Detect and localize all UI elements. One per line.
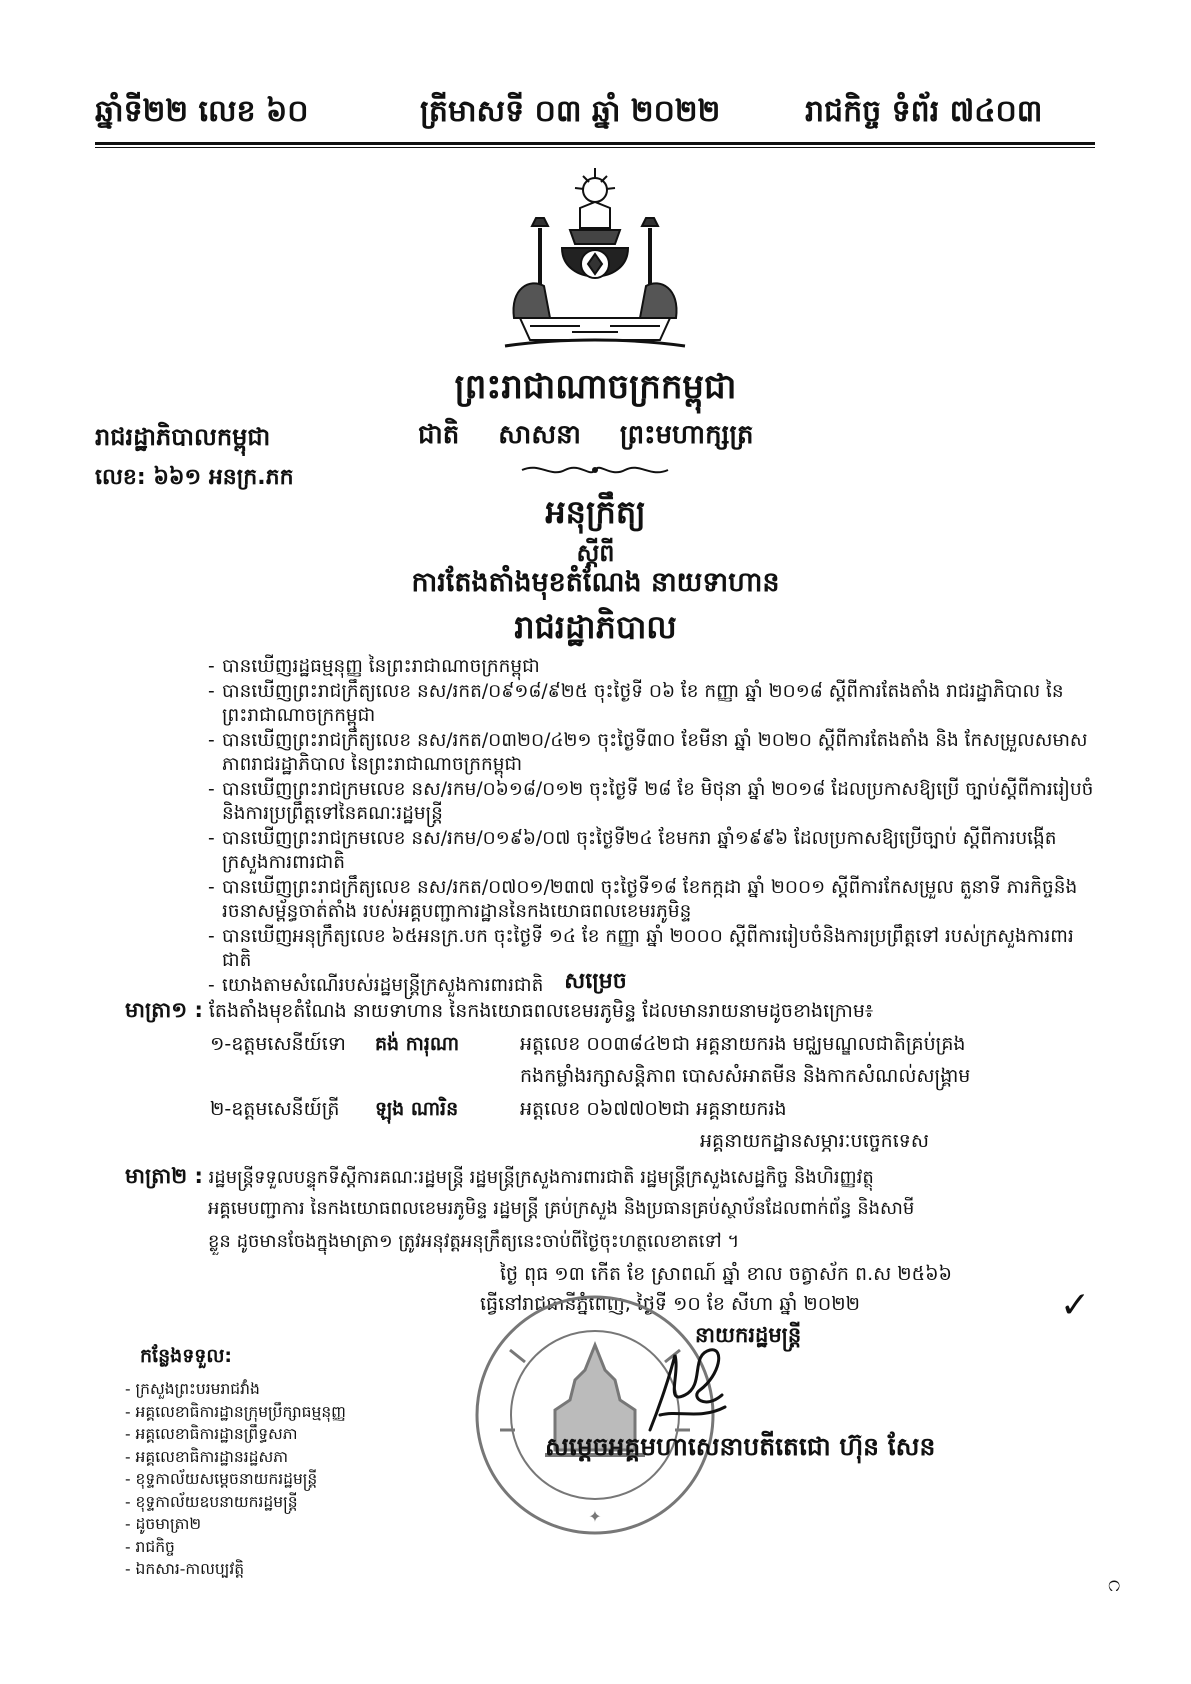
article-2-label: មាត្រា២ :	[125, 1164, 203, 1188]
article-1-text: តែងតាំងមុខតំណែង នាយទាហាន នៃកងយោធពលខេមរភូមិន្ទ ដែលមានរាយនាមដូចខាងក្រោម៖	[208, 1000, 874, 1022]
list-item: - ក្រសួងព្រះបរមរាជវាំង	[125, 1378, 346, 1401]
list-item: - អគ្គលេខាធិការដ្ឋានព្រឹទ្ធសភា	[125, 1423, 346, 1446]
person-2-role-line2: អគ្គនាយកដ្ឋានសម្ភារៈបច្ចេកទេស	[700, 1130, 929, 1152]
recipients-list	[125, 1378, 346, 1581]
person-2-role: ជា អគ្គនាយករង	[672, 1098, 787, 1120]
person-1-name: គង់ ការុណា	[375, 1033, 460, 1055]
ornament-divider-icon	[520, 460, 670, 480]
list-item: - ឯកសារ-កាលប្បវត្តិ	[125, 1558, 346, 1581]
person-1-id: អត្តលេខ ០០៣៨៤២	[520, 1033, 671, 1055]
article-2-line2: អគ្គមេបញ្ជាការ នៃកងយោធពលខេមរភូមិន្ទ រដ្ឋមន្ត្រី គ្រប់ក្រសួង និងប្រធានគ្រប់ស្ថាប័នដែលពាក់ព័ន្ធ និងសាមី	[208, 1198, 915, 1219]
recipients-title: កន្លែងទទួល:	[140, 1345, 233, 1367]
person-1-role-line2: កងកម្លាំងរក្សាសន្តិភាព បោសសំអាតមីន និងកាកសំណល់សង្គ្រាម	[520, 1065, 971, 1087]
checkmark-icon: ✓	[1060, 1285, 1091, 1326]
signatory-title: នាយករដ្ឋមន្ត្រី	[695, 1323, 802, 1347]
issuer-name: រាជរដ្ឋាភិបាលកម្ពុជា	[95, 423, 271, 451]
kingdom-title: ព្រះរាជាណាចក្រកម្ពុជា	[454, 367, 737, 407]
article-2-line1: រដ្ឋមន្ត្រីទទួលបន្ទុកទីស្តីការគណៈរដ្ឋមន្ត្រី រដ្ឋមន្ត្រីក្រសួងការពារជាតិ រដ្ឋមន្ត្រីក្រសួងសេដ្ឋកិច្ច និងហិរញ្ញវត្ថុ	[208, 1167, 874, 1188]
national-motto: ជាតិ សាសនា ព្រះមហាក្សត្រ	[418, 420, 754, 450]
header-rule	[95, 142, 1095, 145]
preamble-item: - បានឃើញព្រះរាជក្រមលេខ នស/រកម/០៦១៨/០១២ ចុះថ្ងៃទី ២៨ ខែ មិថុនា ឆ្នាំ ២០១៨ ដែលប្រកាសឱ្យប្រើ ច្បាប់ស្តីពីការរៀបចំ និងការប្រព្រឹត្តទៅនៃគណៈរដ្ឋមន្ត្រី	[208, 778, 1098, 827]
preamble-item: - បានឃើញព្រះរាជក្រមលេខ នស/រកម/០១៩៦/០៧ ចុះថ្ងៃទី២៤ ខែមករា ឆ្នាំ១៩៩៦ ដែលប្រកាសឱ្យប្រើច្បាប់ ស្តីពីការបង្កើតក្រសួងការពារជាតិ	[208, 827, 1098, 876]
person-1-rank: ១-ឧត្តមសេនីយ៍ទោ	[210, 1033, 346, 1055]
preamble-list	[208, 655, 1098, 998]
preamble-item: - បានឃើញអនុក្រឹត្យលេខ ៦៥អនក្រ.បក ចុះថ្ងៃទី ១៤ ខែ កញ្ញា ឆ្នាំ ២០០០ ស្តីពីការរៀបចំនិងការប្រព្រឹត្តទៅ របស់ក្រសួងការពារជាតិ	[208, 925, 1098, 974]
header-page: រាជកិច្ច ទំព័រ ៧៤០៣	[805, 94, 1043, 129]
article-2-line3: ខ្លួន ដូចមានចែងក្នុងមាត្រា១ ត្រូវអនុវត្តអនុក្រឹត្យនេះចាប់ពីថ្ងៃចុះហត្ថលេខាតទៅ ។	[208, 1231, 740, 1252]
header-quarter: ត្រីមាសទី ០៣ ឆ្នាំ ២០២២	[420, 94, 721, 129]
list-item: - អគ្គលេខាធិការដ្ឋានក្រុមប្រឹក្សាធម្មនុញ្ញ	[125, 1401, 346, 1424]
decree-number: លេខ: ៦៦១ អនក្រ.ភក	[95, 465, 294, 490]
preamble-item: - បានឃើញព្រះរាជក្រឹត្យលេខ នស/រកត/០៩១៨/៩២៥ ចុះថ្ងៃទី ០៦ ខែ កញ្ញា ឆ្នាំ ២០១៨ ស្តីពីការតែងតាំង រាជរដ្ឋាភិបាល នៃព្រះរាជាណាចក្រកម្ពុជា	[208, 680, 1098, 729]
preamble-item: - បានឃើញរដ្ឋធម្មនុញ្ញ នៃព្រះរាជាណាចក្រកម្ពុជា	[208, 655, 1098, 680]
person-2-id: អត្តលេខ ០៦៧៧០២	[520, 1098, 673, 1120]
article-1-label: មាត្រា១ :	[125, 998, 203, 1022]
decree-subject: ការតែងតាំងមុខតំណែង នាយទាហាន	[411, 567, 780, 598]
list-item: - អគ្គលេខាធិការដ្ឋានរដ្ឋសភា	[125, 1446, 346, 1469]
solar-date: ធ្វើនៅរាជធានីភ្នំពេញ, ថ្ងៃទី ១០ ខែ សីហា ឆ្នាំ ២០២២	[480, 1293, 860, 1315]
person-1-role: ជា អគ្គនាយករង មជ្ឈមណ្ឌលជាតិគ្រប់គ្រង	[672, 1033, 966, 1055]
article-1	[125, 996, 873, 1025]
government-heading: រាជរដ្ឋាភិបាល	[514, 608, 677, 646]
preamble-item: - បានឃើញព្រះរាជក្រឹត្យលេខ នស/រកត/០៧០១/២៣៧ ចុះថ្ងៃទី១៨ ខែកក្កដា ឆ្នាំ ២០០១ ស្តីពីការកែសម្រួល តួនាទី ភារកិច្ចនិងរចនាសម្ព័ន្ធចាត់តាំង របស់អគ្គបញ្ជាការដ្ឋាននៃកងយោធពលខេមរភូមិន្ទ	[208, 876, 1098, 925]
list-item: - ដូចមាត្រា២	[125, 1513, 346, 1536]
list-item: - ខុទ្ទកាល័យសម្តេចនាយករដ្ឋមន្ត្រី	[125, 1468, 346, 1491]
royal-coat-of-arms-emblem	[500, 168, 690, 353]
header-issue: ឆ្នាំទី២២ លេខ ៦០	[95, 94, 309, 129]
person-2-name: ឡុង ណារិន	[375, 1098, 459, 1120]
list-item: - រាជកិច្ច	[125, 1536, 346, 1559]
signatory-name: សម្តេចអគ្គមហាសេនាបតីតេជោ ហ៊ុន សែន	[545, 1432, 936, 1461]
decree-about: ស្តីពី	[576, 539, 615, 567]
preamble-item: - បានឃើញព្រះរាជក្រឹត្យលេខ នស/រកត/០៣២០/៤២១ ចុះថ្ងៃទី៣០ ខែមីនា ឆ្នាំ ២០២០ ស្តីពីការតែងតាំង និង កែសម្រួលសមាសភាពរាជរដ្ឋាភិបាល នៃព្រះរាជាណាចក្រកម្ពុជា	[208, 729, 1098, 778]
handwritten-signature	[630, 1335, 740, 1445]
article-2	[125, 1162, 874, 1192]
lunar-date: ថ្ងៃ ពុធ ១៣ កើត ខែ ស្រាពណ៍ ឆ្នាំ ខាល ចត្វាស័ក ព.ស ២៥៦៦	[500, 1263, 953, 1285]
preamble-item: - យោងតាមសំណើរបស់រដ្ឋមន្ត្រីក្រសួងការពារជាតិ	[208, 974, 1098, 999]
page-mark: ೧	[1108, 1572, 1121, 1597]
list-item: - ខុទ្ទកាល័យឧបនាយករដ្ឋមន្ត្រី	[125, 1491, 346, 1514]
svg-text:✦: ✦	[588, 1507, 602, 1526]
header-rule-thin	[95, 147, 1095, 148]
decree-type: អនុក្រឹត្យ	[545, 493, 646, 531]
decision-heading: សម្រេច	[564, 969, 627, 994]
person-2-rank: ២-ឧត្តមសេនីយ៍ត្រី	[210, 1098, 340, 1120]
